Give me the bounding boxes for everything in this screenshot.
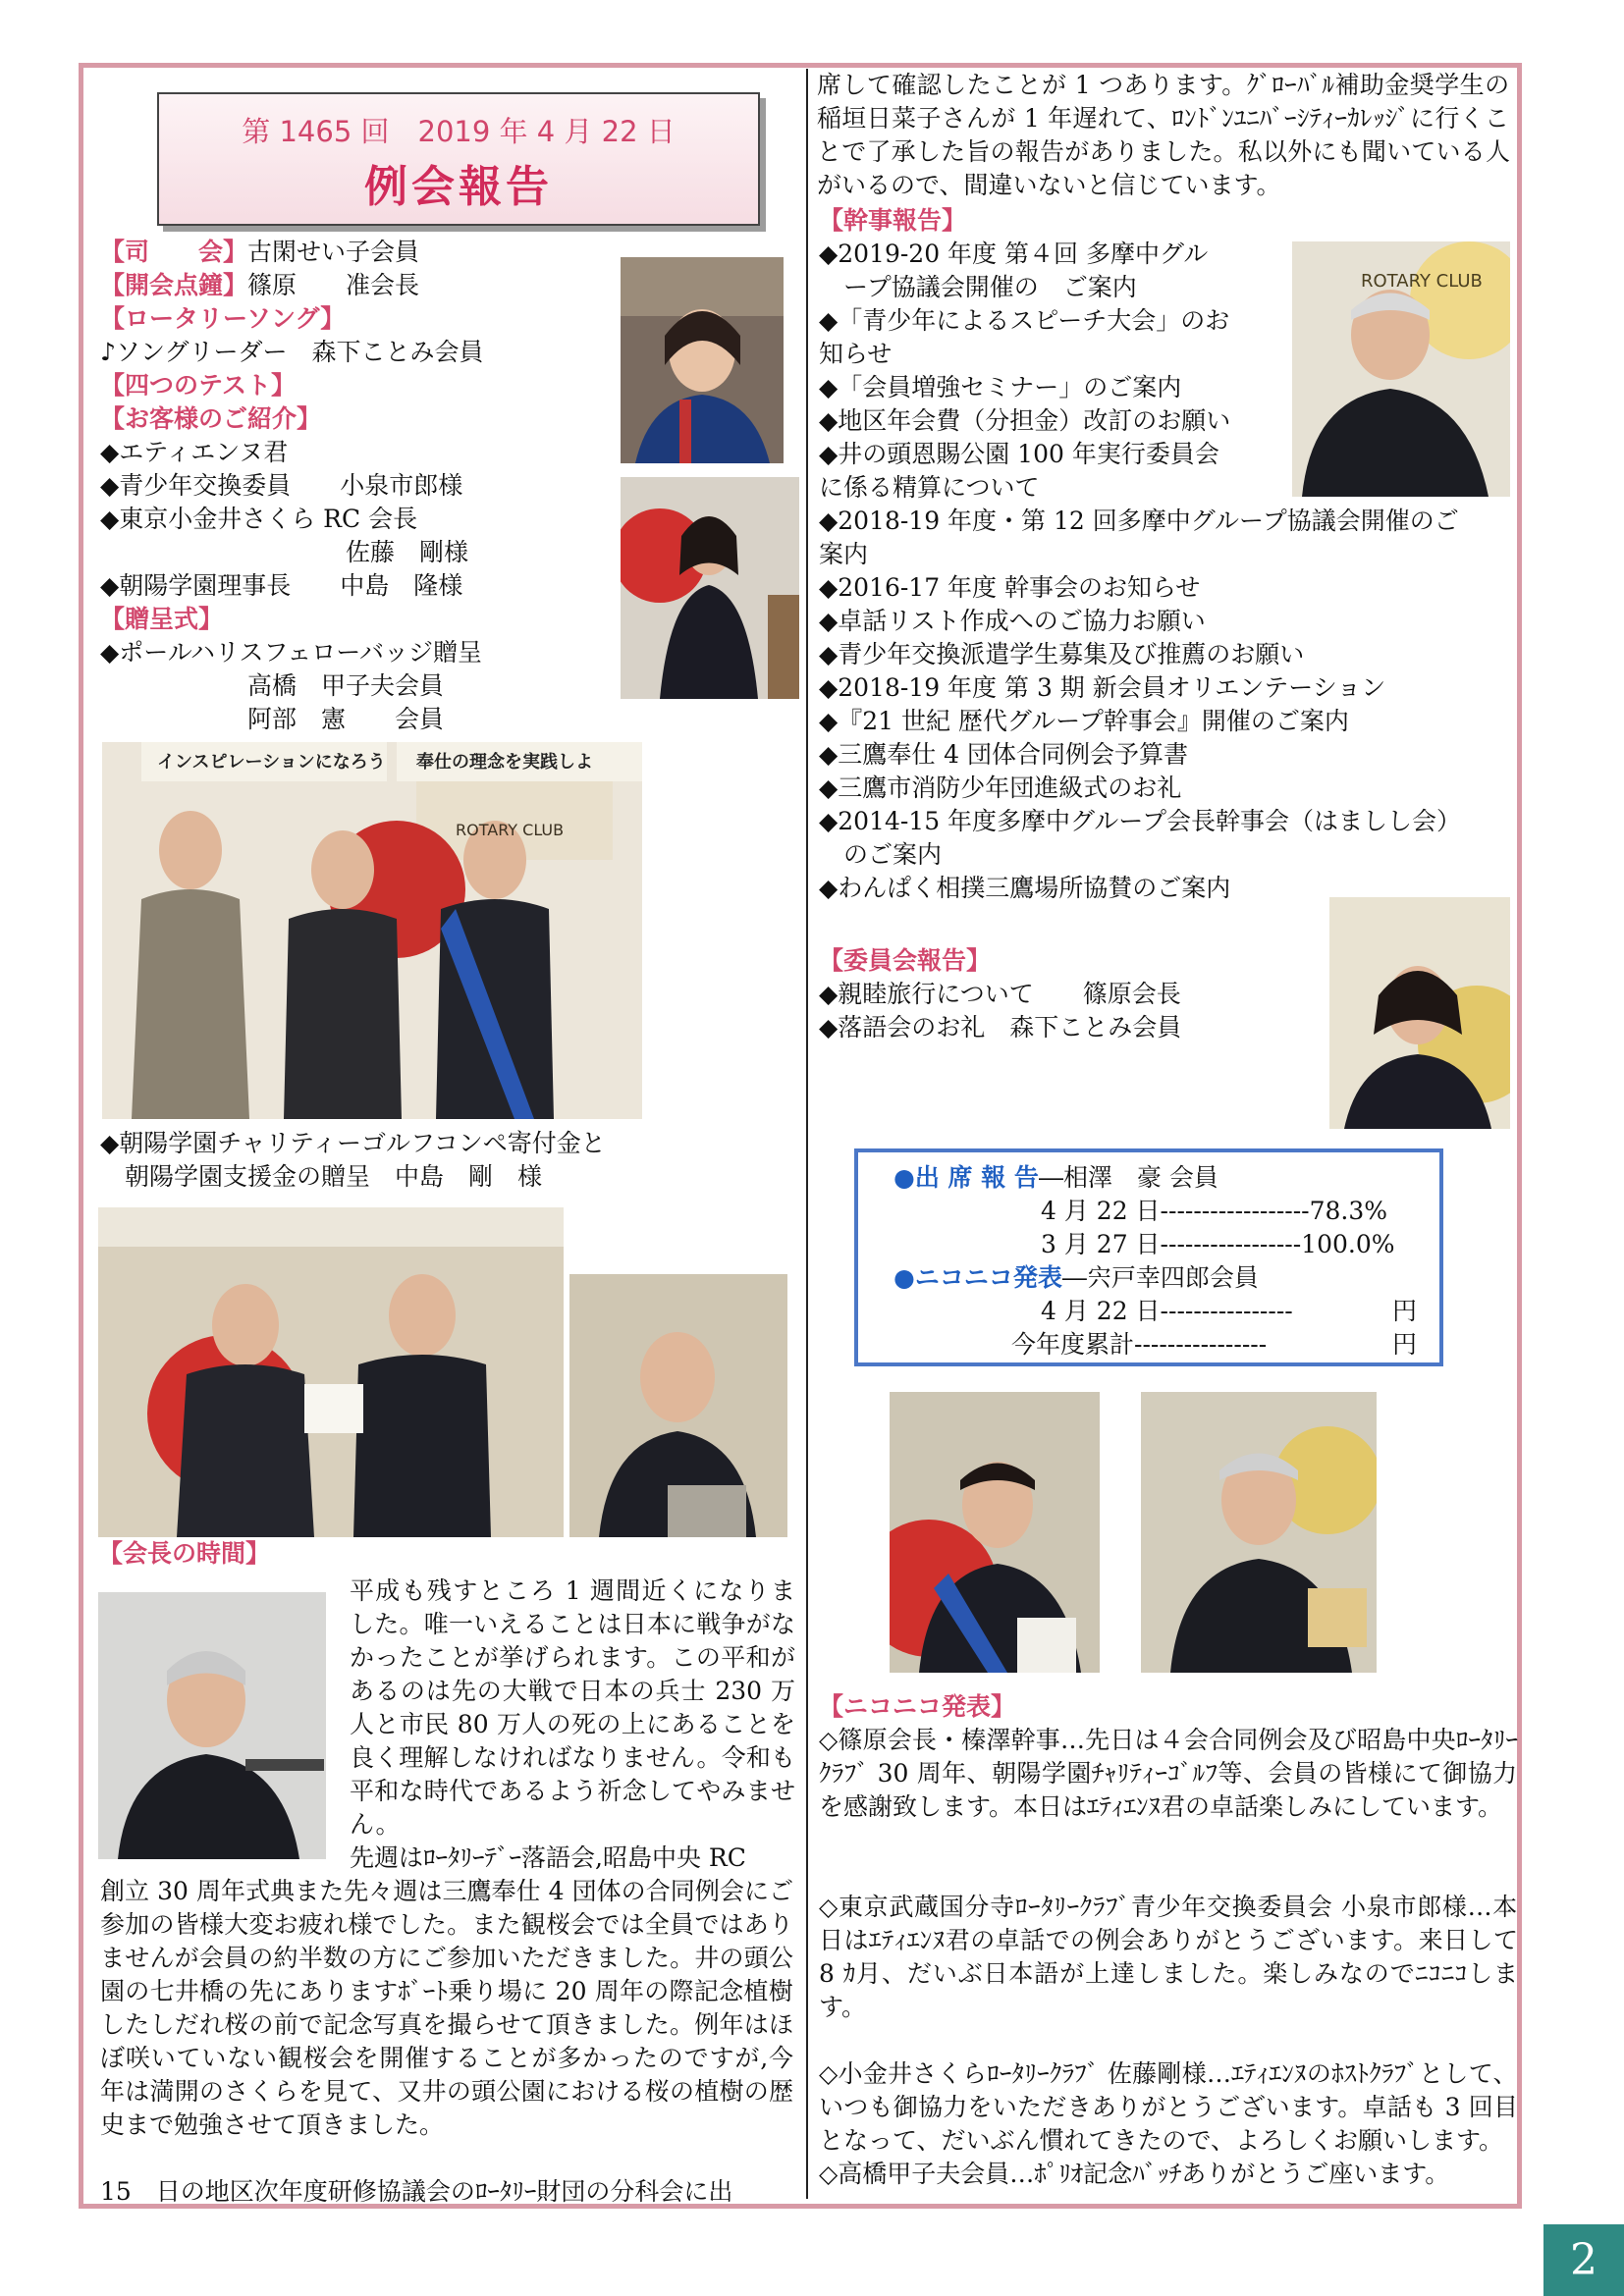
niko-item: ◇高橋甲子夫会員…ﾎﾟﾘｵ記念ﾊﾞｯﾁありがとうご座います。 (819, 2160, 1450, 2188)
program-item (100, 469, 462, 503)
photo-sign: ROTARY CLUB (456, 821, 565, 839)
section-heading: 【ニコニコ発表】 (819, 1692, 1016, 1721)
secretary-report-item: ◆青少年交換派遣学生募集及び推薦のお願い (819, 640, 1305, 668)
program-text: 阿部 憲 会員 (100, 705, 445, 733)
program-item (100, 669, 444, 703)
program-text: ♪ソングリーダー 森下ことみ会員 (100, 338, 484, 366)
president-text: 席して確認したことが 1 つあります。ｸﾞﾛｰﾊﾞﾙ補助金奨学生の稲垣日菜子さんが 1 年遅れて、ﾛﾝﾄﾞﾝﾕﾆﾊﾞｰｼﾃｨｰｶﾚｯｼﾞに行くことで了承した旨の報告がありました。私以外にも聞いている人がいるので、間違いないと信じています。 (817, 71, 1510, 199)
program-item (100, 269, 419, 302)
photo-banner: インスピレーションになろう (157, 752, 386, 773)
president-photo (98, 1592, 326, 1859)
secretary-report-item: ◆卓話リスト作成へのご協力お願い (819, 607, 1206, 635)
song-leader-photo (621, 477, 799, 699)
committee-photo (1329, 897, 1510, 1129)
secretary-report-item: のご案内 (819, 840, 943, 869)
column-divider (806, 69, 808, 1233)
program-item (100, 402, 321, 436)
attendance-box (854, 1148, 1443, 1366)
secretary-report-item: ◆2018-19 年度・第 12 回多摩中グループ協議会開催のご (819, 507, 1459, 535)
program-label: 【開会点鐘】 (100, 271, 248, 299)
donation-photo (98, 1207, 564, 1537)
program-item (100, 503, 417, 536)
committee-report-item: ◆落語会のお礼 森下ことみ会員 (819, 1013, 1182, 1041)
program-label: 【ロータリーソング】 (100, 304, 346, 333)
program-text: 古閑せい子会員 (247, 238, 420, 266)
program-item (100, 436, 288, 469)
attendance-reporter: ―相澤 豪 会員 (1038, 1163, 1218, 1192)
secretary-report-item: ◆三鷹市消防少年団進級式のお礼 (819, 774, 1182, 802)
niko-reporter: ―宍戸幸四郎会員 (1061, 1263, 1259, 1292)
secretary-report-item: ◆地区年会費（分担金）改訂のお願い (819, 406, 1231, 435)
member-photo (1141, 1392, 1377, 1673)
secretary-report-item: ◆2016-17 年度 幹事会のお知らせ (819, 573, 1201, 602)
program-item (100, 636, 482, 669)
speaker-photo (569, 1274, 787, 1537)
section-heading: 【委員会報告】 (819, 946, 992, 975)
niko-unit: 円 (1392, 1297, 1418, 1325)
secretary-report-item: に係る精算について (819, 473, 1040, 502)
group-photo (102, 742, 642, 1119)
program-label: 【お客様のご紹介】 (100, 404, 322, 433)
title-box (157, 92, 760, 226)
secretary-report-item: ◆2018-19 年度 第 3 期 新会員オリエンテーション (819, 673, 1386, 702)
secretary-report-item: 知らせ (819, 340, 893, 368)
speaker-photo (621, 257, 784, 463)
photo-banner: 奉仕の理念を実践しよ (416, 752, 593, 773)
caption-line: 朝陽学園支援金の贈呈 中島 剛 様 (100, 1162, 543, 1191)
column-divider (806, 1233, 808, 2199)
program-item (100, 536, 468, 569)
program-item (100, 236, 419, 269)
niko-item: ◇小金井さくらﾛｰﾀﾘｰｸﾗﾌﾞ 佐藤剛様…ｴﾃｨｴﾝﾇのﾎｽﾄｸﾗﾌﾞとして、いつも御協力をいただきありがとうございます。卓話も 3 回目となって、だいぶん慣れてきたので、よろしくお願いします。 (819, 2059, 1518, 2155)
secretary-report-item: ◆『21 世紀 歴代グループ幹事会』開催のご案内 (819, 707, 1349, 735)
program-item (100, 703, 444, 736)
president-text: 先週はﾛｰﾀﾘｰﾃﾞｰ落語会,昭島中央 RC (350, 1843, 746, 1872)
secretary-report-item: ◆「会員増強セミナー」のご案内 (819, 373, 1182, 401)
page-title: 例会報告 (364, 162, 553, 212)
program-text: ◆東京小金井さくら RC 会長 (100, 505, 418, 533)
program-text: ◆エティエンヌ君 (100, 438, 289, 466)
niko-unit: 円 (1392, 1330, 1418, 1359)
program-item (100, 336, 483, 369)
niko-row: 今年度累計---------------- (1011, 1330, 1268, 1359)
program-text: ◆青少年交換委員 小泉市郎様 (100, 471, 463, 500)
committee-report-item: ◆親睦旅行について 篠原会長 (819, 980, 1181, 1008)
program-item (100, 302, 345, 336)
secretary-report-item: ープ協議会開催の ご案内 (819, 273, 1137, 301)
photo-sign: ROTARY CLUB (1361, 271, 1483, 292)
niko-item: ◇篠原会長・榛澤幹事…先日は４会合同例会及び昭島中央ﾛｰﾀﾘｰｸﾗﾌﾞ 30 周年、朝陽学園ﾁｬﾘﾃｨｰｺﾞﾙﾌ等、会員の皆様にて御協力を感謝致します。本日はｴﾃｨｴﾝﾇ君の卓話楽しみにしています。 (819, 1726, 1518, 1821)
program-text: 高橋 甲子夫会員 (100, 671, 445, 700)
niko-row: 4 月 22 日---------------- (1041, 1297, 1293, 1325)
program-label: 【贈呈式】 (100, 605, 224, 633)
secretary-report-item: ◆2014-15 年度多摩中グループ会長幹事会（はましし会） (819, 807, 1462, 835)
program-text: 佐藤 剛様 (100, 538, 469, 566)
secretary-report-item: 案内 (819, 540, 869, 568)
program-text: ◆ポールハリスフェローバッジ贈呈 (100, 638, 482, 667)
meeting-date: 第 1465 回 2019 年 4 月 22 日 (242, 115, 676, 148)
secretary-report-item: ◆2019-20 年度 第４回 多摩中グル (819, 240, 1209, 268)
section-heading: 【幹事報告】 (819, 206, 967, 235)
program-item (100, 569, 462, 603)
page-number: 2 (1543, 2224, 1624, 2296)
secretary-report-item: ◆「青少年によるスピーチ大会」のお (819, 306, 1230, 335)
president-text: 15 日の地区次年度研修協議会のﾛｰﾀﾘｰ財団の分科会に出 (100, 2177, 733, 2206)
niko-item: ◇東京武蔵国分寺ﾛｰﾀﾘｰｸﾗﾌﾞ青少年交換委員会 小泉市郎様…本日はｴﾃｨｴﾝﾇ君の卓話での例会ありがとうございます。来日して 8 ｶ月、だいぶ日本語が上達しました。楽しみなのでﾆｺﾆｺします。 (819, 1893, 1518, 2021)
attendance-label: ●出 席 報 告 (893, 1163, 1039, 1192)
niko-label: ●ニコニコ発表 (893, 1263, 1062, 1292)
attendance-row: 3 月 27 日-----------------100.0% (1041, 1230, 1395, 1258)
secretary-report-item: ◆わんぱく相撲三鷹場所協賛のご案内 (819, 874, 1231, 902)
program-label: 【司 会】 (100, 238, 248, 266)
secretary-report-item: ◆井の頭恩賜公園 100 年実行委員会 (819, 440, 1219, 468)
president-text: 創立 30 周年式典また先々週は三鷹奉仕 4 団体の合同例会にご参加の皆様大変お疲れ様でした。また観桜会では全員ではありませんが会員の約半数の方にご参加いただきました。井の頭公園の七井橋の先にありますﾎﾞｰﾄ乗り場に 20 周年の際記念植樹したしだれ桜の前で記念写真を撮らせて頂きました。例年はほぼ咲いていない観桜会を開催することが多かったのですが,今年は満開のさくらを見て、又井の頭公園における桜の植樹の歴史まで勉強させて頂きました。 (100, 1877, 793, 2139)
secretary-photo (1292, 241, 1510, 497)
program-item (100, 603, 223, 636)
attendance-row: 4 月 22 日------------------78.3% (1041, 1197, 1388, 1225)
program-item (100, 369, 296, 402)
president-text: 平成も残すところ 1 週間近くになりました。唯一いえることは日本に戦争がなかったことが挙げられます。この平和があるのは先の大戦で日本の兵士 230 万人と市民 80 万人の死の上にあることを良く理解しなければなりません。令和も平和な時代であるよう祈念してやみません。 (350, 1576, 795, 1839)
member-photo (890, 1392, 1100, 1673)
program-text: ◆朝陽学園理事長 中島 隆様 (100, 571, 463, 600)
secretary-report-item: ◆三鷹奉仕 4 団体合同例会予算書 (819, 740, 1189, 769)
section-heading: 【会長の時間】 (98, 1539, 271, 1568)
program-label: 【四つのテスト】 (100, 371, 297, 400)
caption-line: ◆朝陽学園チャリティーゴルフコンペ寄付金と (100, 1129, 606, 1157)
program-text: 篠原 准会長 (247, 271, 420, 299)
